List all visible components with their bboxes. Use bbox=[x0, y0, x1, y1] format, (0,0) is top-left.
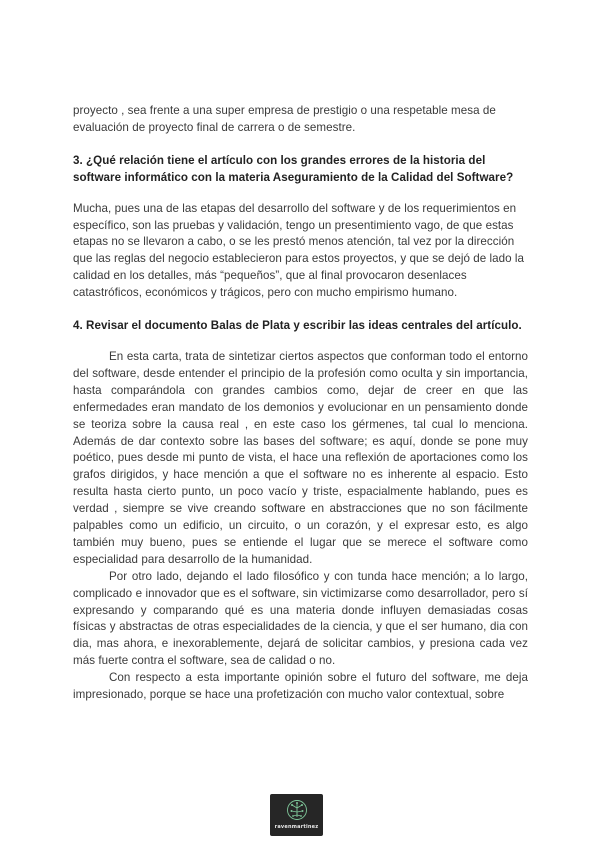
question-3-heading: 3. ¿Qué relación tiene el artículo con los grandes errores de la historia del software informático con la materia Aseguramiento de la Calidad del Software? bbox=[73, 153, 514, 184]
question-4-paragraph-2: Por otro lado, dejando el lado filosófico y con tunda hace mención; a lo largo, complicado e innovador que es el software, sin victimizarse como desarrollador, pero sí expresando y comparando qué es una materia donde influyen demasiadas cosas físicas y abstractas de otras especialidades de la ciencia, y que el ser humano, dia con dia, mas ahora, e inexorablemente, dejará de solicitar cambios, y presiona cada vez más fuerte contra el software, sea de calidad o no. bbox=[73, 569, 528, 668]
document-page bbox=[73, 103, 528, 704]
tree-circuit-icon bbox=[286, 799, 308, 821]
footer-brand-text: ravenmartinez bbox=[274, 824, 319, 830]
question-4-paragraph-1: En esta carta, trata de sintetizar ciertos aspectos que conforman todo el entorno del software, desde entender el principio de la profesión como oculta y sin importancia, hasta comparándola con grandes cambios como, dejar de creer en que las enfermedades eran mandato de los demonios y evolucionar en un pensamiento donde se teoriza sobre la causa real , en este caso los gérmenes, tal cual lo menciona. Además de dar contexto sobre las bases del software; es aquí, donde se pone muy poético, pues desde mi punto de vista, el hace una reflexión de aportaciones como los grafos dirigidos, y hace mención a que el software no es inherente al espacio. Esto resulta hasta cierto punto, un poco vacío y triste, espacialmente hablando, pues es verdad , siempre se vive creando software en abstracciones que no son fácilmente palpables como un edificio, un circuito, o un corazón, y el expresar esto, es algo también muy bueno, pues se entiende el lugar que se merece el software como especialidad para desarrollo de la humanidad. bbox=[73, 349, 528, 566]
footer-logo bbox=[270, 794, 323, 836]
question-4-heading: 4. Revisar el documento Balas de Plata y escribir las ideas centrales del artículo. bbox=[73, 319, 522, 333]
intro-paragraph: proyecto , sea frente a una super empresa de prestigio o una respetable mesa de evaluación de proyecto final de carrera o de semestre. bbox=[73, 104, 496, 134]
question-4-paragraph-3: Con respecto a esta importante opinión sobre el futuro del software, me deja impresionado, porque se hace una profetización con mucho valor contextual, sobre bbox=[73, 671, 528, 702]
question-3-answer: Mucha, pues una de las etapas del desarrollo del software y de los requerimientos en específico, son las pruebas y validación, tengo un presentimiento vago, de que estas etapas no se llevaron a cabo, o se les prestó menos atención, tal vez por la dirección que las reglas del negocio establecieron para estos proyectos, y que se dejó de lado la calidad en los detalles, más “pequeños”, que al final provocaron desenlaces catastróficos, económicos y trágicos, pero con mucho empirismo humano. bbox=[73, 201, 524, 300]
